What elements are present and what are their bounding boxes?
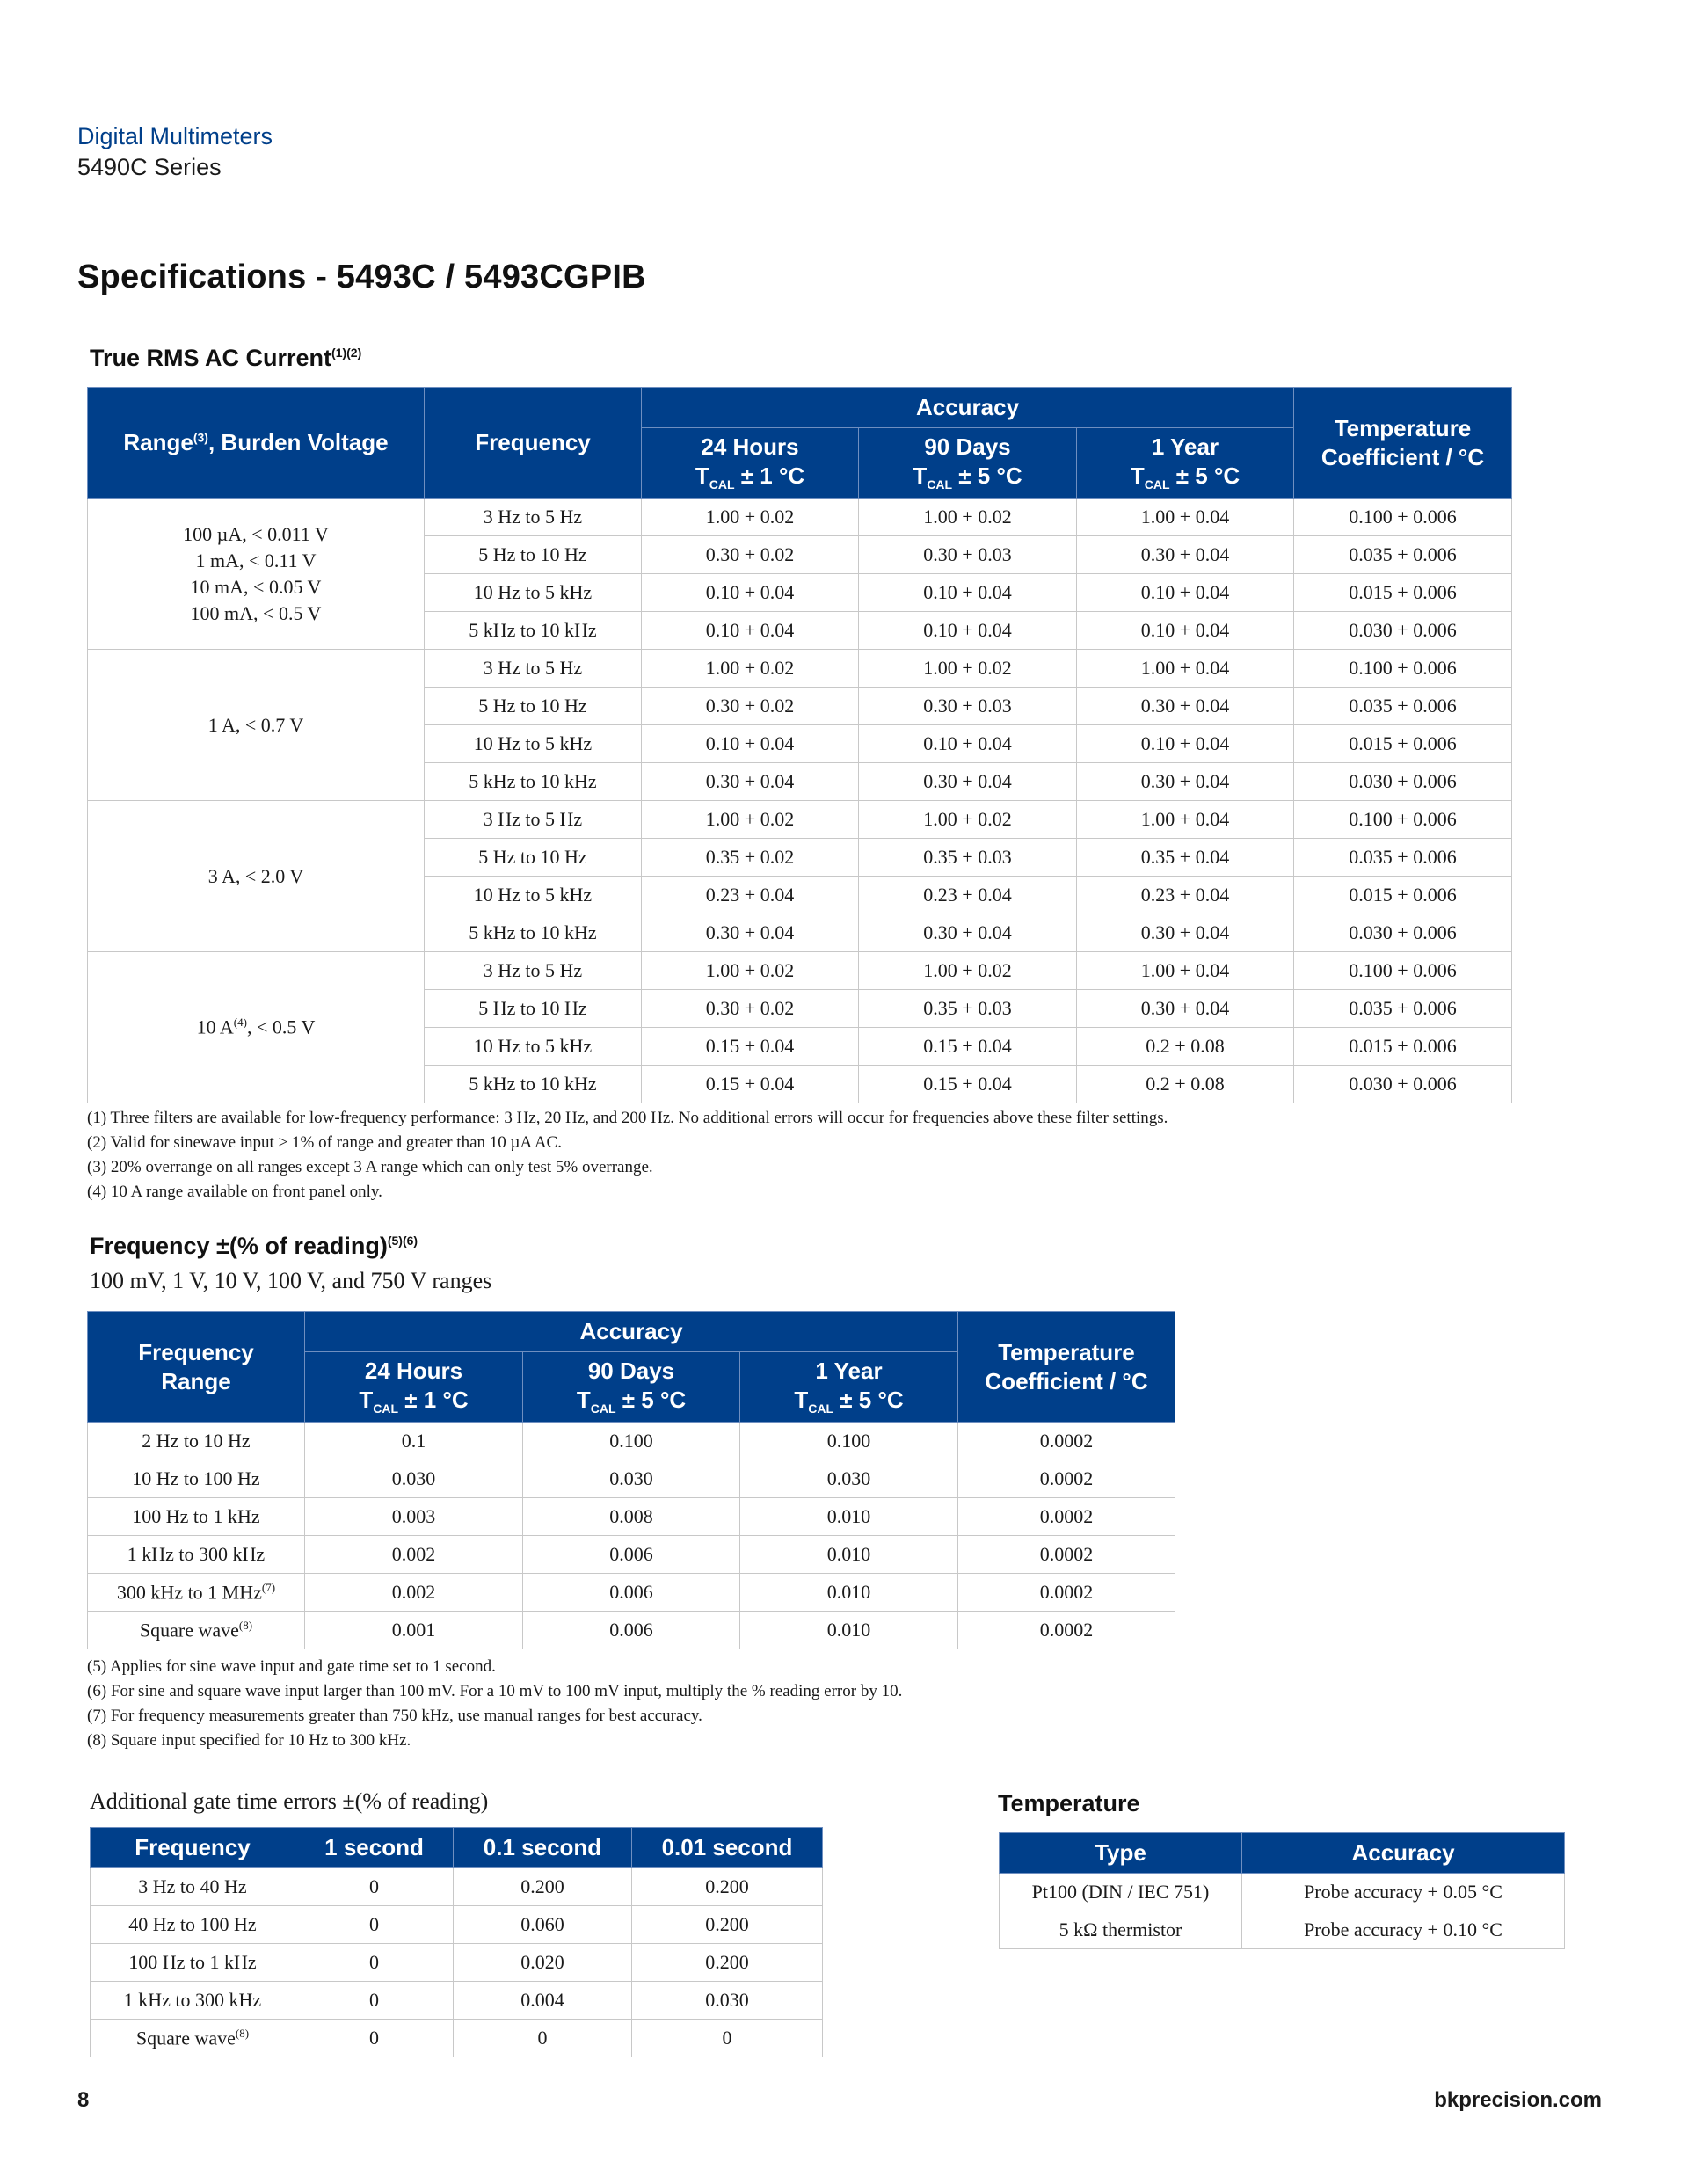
col-header-frequency-range <box>88 1312 305 1423</box>
value-cell: 0.006 <box>523 1574 740 1612</box>
value-cell: 0 <box>454 2020 632 2057</box>
table-row <box>88 952 1512 990</box>
value-cell: 1.00 + 0.02 <box>859 801 1077 839</box>
value-cell: 0.100 + 0.006 <box>1294 499 1512 536</box>
gate-frequency-label: 40 Hz to 100 Hz <box>128 1913 257 1935</box>
frequency-cell: 5 Hz to 10 Hz <box>425 839 642 877</box>
frequency-range-cell <box>88 1574 305 1612</box>
range-cell <box>88 952 425 1103</box>
gate-time-table <box>90 1827 823 2057</box>
col-header-1-year <box>1077 428 1294 499</box>
temp-coeff-line2: Coefficient / °C <box>1321 443 1485 470</box>
value-cell: 0.200 <box>632 1868 823 1906</box>
value-cell: 0.020 <box>454 1944 632 1982</box>
header-subtitle: 5490C Series <box>77 154 222 180</box>
col-header-24-hours <box>305 1352 523 1423</box>
table-row <box>88 801 1512 839</box>
value-cell: 0.35 + 0.03 <box>859 839 1077 877</box>
value-cell: 0.0002 <box>958 1498 1175 1536</box>
table-row <box>88 1498 1175 1536</box>
y1-label: 1 Year <box>815 1358 883 1385</box>
value-cell: 1.00 + 0.04 <box>1077 952 1294 990</box>
value-cell: 0 <box>632 2020 823 2057</box>
value-cell: 0 <box>295 1982 454 2020</box>
range-text-rest: , < 0.5 V <box>246 1016 316 1038</box>
col-header-90-days <box>859 428 1077 499</box>
frequency-cell: 10 Hz to 5 kHz <box>425 1028 642 1066</box>
value-cell: 0.10 + 0.04 <box>859 725 1077 763</box>
value-cell: 0.10 + 0.04 <box>1077 574 1294 612</box>
value-cell: 1.00 + 0.04 <box>1077 801 1294 839</box>
value-cell: 0.0002 <box>958 1612 1175 1649</box>
tcal-sub: CAL <box>373 1401 399 1416</box>
value-cell: 0.015 + 0.006 <box>1294 1028 1512 1066</box>
frequency-range-sup: (8) <box>238 1618 253 1632</box>
value-cell: 0.30 + 0.04 <box>642 914 859 952</box>
table-row <box>1000 1874 1565 1911</box>
frequency-range-label: 1 kHz to 300 kHz <box>127 1543 266 1565</box>
type-cell: Pt100 (DIN / IEC 751) <box>1000 1874 1242 1911</box>
value-cell: 0.100 <box>523 1423 740 1460</box>
frequency-cell: 3 Hz to 5 Hz <box>425 952 642 990</box>
tcal-t: T <box>1130 462 1145 489</box>
value-cell: 0.001 <box>305 1612 523 1649</box>
value-cell: 1.00 + 0.02 <box>642 499 859 536</box>
tcal-t: T <box>695 462 709 489</box>
value-cell: 0 <box>295 1868 454 1906</box>
value-cell: 0.30 + 0.04 <box>859 763 1077 801</box>
value-cell: 0.030 + 0.006 <box>1294 914 1512 952</box>
value-cell: 0.003 <box>305 1498 523 1536</box>
ac-current-title-text: True RMS AC Current <box>90 345 332 371</box>
frequency-range-cell <box>88 1612 305 1649</box>
frequency-range-cell <box>88 1498 305 1536</box>
col-header: Accuracy <box>1242 1833 1565 1874</box>
h24-tcal <box>642 462 858 493</box>
value-cell: 0.15 + 0.04 <box>642 1066 859 1103</box>
table-row <box>91 1982 823 2020</box>
value-cell: 0.0002 <box>958 1460 1175 1498</box>
gate-frequency-cell <box>91 1982 295 2020</box>
table-row <box>91 1868 823 1906</box>
frequency-range-label: 10 Hz to 100 Hz <box>132 1467 260 1489</box>
col-header-range <box>88 388 425 499</box>
value-cell: 0.030 + 0.006 <box>1294 1066 1512 1103</box>
ac-current-notes <box>87 1106 1168 1205</box>
ac-current-title <box>90 345 361 372</box>
range-line: 100 µA, < 0.011 V <box>183 522 329 545</box>
value-cell: 0.23 + 0.04 <box>859 877 1077 914</box>
frequency-cell: 5 Hz to 10 Hz <box>425 990 642 1028</box>
value-cell: 1.00 + 0.04 <box>1077 499 1294 536</box>
col-header: Type <box>1000 1833 1242 1874</box>
temp-coeff-line1: Temperature <box>1334 415 1472 441</box>
value-cell: 0.030 <box>632 1982 823 2020</box>
table-row <box>1000 1911 1565 1949</box>
range-text: 10 A <box>196 1016 234 1038</box>
range-line: 1 mA, < 0.11 V <box>195 549 316 571</box>
value-cell: 0.10 + 0.04 <box>1077 725 1294 763</box>
col-header-frequency: Frequency <box>425 388 642 499</box>
value-cell: 0.30 + 0.04 <box>1077 763 1294 801</box>
value-cell: 0.30 + 0.03 <box>859 688 1077 725</box>
frequency-range-label: Square wave <box>139 1619 239 1642</box>
value-cell: 0.002 <box>305 1574 523 1612</box>
frequency-cell: 5 kHz to 10 kHz <box>425 763 642 801</box>
frequency-cell: 3 Hz to 5 Hz <box>425 801 642 839</box>
value-cell: 0.23 + 0.04 <box>1077 877 1294 914</box>
table-row <box>88 1612 1175 1649</box>
value-cell: 0.035 + 0.006 <box>1294 990 1512 1028</box>
value-cell: 1.00 + 0.02 <box>642 650 859 688</box>
col-header-24-hours <box>642 428 859 499</box>
frequency-title-text: Frequency ±(% of reading) <box>90 1233 388 1259</box>
frequency-range-label: 100 Hz to 1 kHz <box>132 1505 260 1527</box>
value-cell: 0.30 + 0.04 <box>859 914 1077 952</box>
value-cell: 0.002 <box>305 1536 523 1574</box>
value-cell: 0.2 + 0.08 <box>1077 1066 1294 1103</box>
value-cell: 0.0002 <box>958 1574 1175 1612</box>
frequency-title-sup: (5)(6) <box>387 1234 418 1248</box>
gate-frequency-label: 1 kHz to 300 kHz <box>123 1989 262 2011</box>
value-cell: 0.060 <box>454 1906 632 1944</box>
frequency-cell: 5 Hz to 10 Hz <box>425 536 642 574</box>
range-line: 3 A, < 2.0 V <box>207 864 304 887</box>
value-cell: 0.006 <box>523 1536 740 1574</box>
table-row <box>88 1574 1175 1612</box>
d90-label: 90 Days <box>587 1358 675 1385</box>
value-cell: 0.35 + 0.02 <box>642 839 859 877</box>
value-cell: 0.10 + 0.04 <box>1077 612 1294 650</box>
value-cell: 0.23 + 0.04 <box>642 877 859 914</box>
value-cell: 0.10 + 0.04 <box>642 612 859 650</box>
freq-range-line2: Range <box>161 1367 231 1394</box>
table-row <box>88 499 1512 536</box>
value-cell: 0.035 + 0.006 <box>1294 688 1512 725</box>
value-cell: 0.100 + 0.006 <box>1294 801 1512 839</box>
value-cell: 0.015 + 0.006 <box>1294 574 1512 612</box>
tcal-t: T <box>794 1386 809 1413</box>
freq-range-line1: Frequency <box>138 1339 254 1365</box>
value-cell: 0.030 + 0.006 <box>1294 763 1512 801</box>
frequency-range-label: 300 kHz to 1 MHz <box>116 1581 262 1604</box>
gate-frequency-cell <box>91 1868 295 1906</box>
value-cell: 0.015 + 0.006 <box>1294 725 1512 763</box>
gate-frequency-cell <box>91 1944 295 1982</box>
footnote: (6) For sine and square wave input larger than 100 mV. For a 10 mV to 100 mV input, multiply the % reading error by 10. <box>87 1682 903 1700</box>
h24-label: 24 Hours <box>364 1358 463 1385</box>
tcal-tol: ± 1 °C <box>398 1386 469 1413</box>
value-cell: 0.030 <box>740 1460 958 1498</box>
d90-label: 90 Days <box>924 433 1011 461</box>
frequency-cell: 3 Hz to 5 Hz <box>425 650 642 688</box>
value-cell: 0.0002 <box>958 1423 1175 1460</box>
header-title: Digital Multimeters <box>77 123 273 149</box>
frequency-range-label: 2 Hz to 10 Hz <box>142 1430 251 1452</box>
tcal-tol: ± 5 °C <box>615 1386 687 1413</box>
tcal-tol: ± 1 °C <box>734 462 805 489</box>
value-cell: 0.015 + 0.006 <box>1294 877 1512 914</box>
table-row <box>88 1423 1175 1460</box>
frequency-cell: 10 Hz to 5 kHz <box>425 574 642 612</box>
page-number: 8 <box>77 2088 90 2112</box>
footnote: (2) Valid for sinewave input > 1% of range and greater than 10 µA AC. <box>87 1133 562 1152</box>
value-cell: 0.10 + 0.04 <box>642 725 859 763</box>
tcal-tol: ± 5 °C <box>952 462 1022 489</box>
value-cell: 0.004 <box>454 1982 632 2020</box>
gate-title: Additional gate time errors ±(% of reading) <box>90 1788 489 1814</box>
frequency-range-cell <box>88 1423 305 1460</box>
temp-coeff-line1: Temperature <box>998 1339 1135 1365</box>
h24-tcal <box>305 1386 522 1417</box>
value-cell: 0.10 + 0.04 <box>859 612 1077 650</box>
col-header-temp-coeff <box>1294 388 1512 499</box>
table-row <box>91 2020 823 2057</box>
footnote: (8) Square input specified for 10 Hz to 300 kHz. <box>87 1731 411 1750</box>
col-header: Frequency <box>91 1828 295 1868</box>
value-cell: 1.00 + 0.02 <box>859 650 1077 688</box>
col-header-90-days <box>523 1352 740 1423</box>
value-cell: 0.035 + 0.006 <box>1294 536 1512 574</box>
col-header: 0.01 second <box>632 1828 823 1868</box>
frequency-cell: 5 kHz to 10 kHz <box>425 612 642 650</box>
tcal-sub: CAL <box>709 477 735 492</box>
range-cell <box>88 499 425 650</box>
value-cell: 0.200 <box>632 1944 823 1982</box>
col-header: 1 second <box>295 1828 454 1868</box>
table-row <box>91 1944 823 1982</box>
accuracy-cell: Probe accuracy + 0.10 °C <box>1242 1911 1565 1949</box>
gate-frequency-cell <box>91 2020 295 2057</box>
value-cell: 1.00 + 0.02 <box>642 952 859 990</box>
value-cell: 0.30 + 0.04 <box>642 763 859 801</box>
col-header-accuracy: Accuracy <box>305 1312 958 1352</box>
tcal-tol: ± 5 °C <box>1169 462 1241 489</box>
table-row <box>88 650 1512 688</box>
tcal-sub: CAL <box>927 477 953 492</box>
value-cell: 0.030 + 0.006 <box>1294 612 1512 650</box>
footnote: (7) For frequency measurements greater than 750 kHz, use manual ranges for best accuracy. <box>87 1707 702 1725</box>
value-cell: 0.30 + 0.04 <box>1077 688 1294 725</box>
frequency-subtitle: 100 mV, 1 V, 10 V, 100 V, and 750 V ranges <box>90 1268 492 1293</box>
value-cell: 0.200 <box>632 1906 823 1944</box>
value-cell: 0 <box>295 1944 454 1982</box>
col-header-1-year <box>740 1352 958 1423</box>
frequency-cell: 3 Hz to 5 Hz <box>425 499 642 536</box>
tcal-t: T <box>913 462 928 489</box>
value-cell: 0.006 <box>523 1612 740 1649</box>
col-header: 0.1 second <box>454 1828 632 1868</box>
range-header-rest: , Burden Voltage <box>207 429 389 456</box>
value-cell: 0.010 <box>740 1498 958 1536</box>
h24-label: 24 Hours <box>701 433 799 461</box>
value-cell: 0.35 + 0.03 <box>859 990 1077 1028</box>
ac-current-title-sup: (1)(2) <box>331 346 362 360</box>
tcal-t: T <box>359 1386 374 1413</box>
value-cell: 0.100 + 0.006 <box>1294 952 1512 990</box>
frequency-cell: 10 Hz to 5 kHz <box>425 877 642 914</box>
frequency-cell: 5 Hz to 10 Hz <box>425 688 642 725</box>
footer-url: bkprecision.com <box>1434 2088 1602 2112</box>
value-cell: 1.00 + 0.02 <box>859 499 1077 536</box>
frequency-range-cell <box>88 1536 305 1574</box>
value-cell: 0 <box>295 1906 454 1944</box>
frequency-notes <box>87 1655 902 1753</box>
ac-current-table <box>87 387 1512 1103</box>
gate-frequency-label: Square wave <box>135 2027 236 2049</box>
col-header-accuracy: Accuracy <box>642 388 1294 428</box>
range-cell <box>88 801 425 952</box>
value-cell: 0.15 + 0.04 <box>859 1028 1077 1066</box>
value-cell: 0.100 <box>740 1423 958 1460</box>
tcal-sub: CAL <box>590 1401 616 1416</box>
frequency-cell: 10 Hz to 5 kHz <box>425 725 642 763</box>
range-sup: (4) <box>233 1016 247 1030</box>
value-cell: 0.035 + 0.006 <box>1294 839 1512 877</box>
value-cell: 1.00 + 0.02 <box>642 801 859 839</box>
frequency-range-cell <box>88 1460 305 1498</box>
tcal-t: T <box>576 1386 591 1413</box>
range-cell <box>88 650 425 801</box>
value-cell: 0.30 + 0.02 <box>642 536 859 574</box>
range-header-text: Range <box>123 429 193 456</box>
value-cell: 0.200 <box>454 1868 632 1906</box>
value-cell: 0.010 <box>740 1612 958 1649</box>
value-cell: 0.30 + 0.03 <box>859 536 1077 574</box>
table-row <box>88 1460 1175 1498</box>
value-cell: 0.010 <box>740 1574 958 1612</box>
value-cell: 0.15 + 0.04 <box>642 1028 859 1066</box>
gate-frequency-sup: (8) <box>235 2026 250 2040</box>
footnote: (1) Three filters are available for low-frequency performance: 3 Hz, 20 Hz, and 200 Hz. No additional errors will occur for frequencies above these filter settings. <box>87 1109 1168 1127</box>
value-cell: 0.030 <box>305 1460 523 1498</box>
range-header-sup: (3) <box>193 430 208 445</box>
footnote: (4) 10 A range available on front panel only. <box>87 1183 382 1201</box>
value-cell: 0.30 + 0.02 <box>642 990 859 1028</box>
value-cell: 1.00 + 0.04 <box>1077 650 1294 688</box>
range-line: 10 mA, < 0.05 V <box>190 575 322 598</box>
gate-frequency-label: 100 Hz to 1 kHz <box>128 1951 257 1973</box>
temp-coeff-line2: Coefficient / °C <box>985 1367 1148 1394</box>
footnote: (3) 20% overrange on all ranges except 3 A range which can only test 5% overrange. <box>87 1158 653 1176</box>
value-cell: 0.030 <box>523 1460 740 1498</box>
temperature-title: Temperature <box>998 1790 1140 1816</box>
frequency-table <box>87 1311 1175 1649</box>
value-cell: 0.0002 <box>958 1536 1175 1574</box>
table-row <box>91 1906 823 1944</box>
value-cell: 1.00 + 0.02 <box>859 952 1077 990</box>
value-cell: 0.30 + 0.02 <box>642 688 859 725</box>
value-cell: 0.100 + 0.006 <box>1294 650 1512 688</box>
page-title: Specifications - 5493C / 5493CGPIB <box>77 258 646 295</box>
range-line: 1 A, < 0.7 V <box>207 713 304 736</box>
value-cell: 0.10 + 0.04 <box>859 574 1077 612</box>
frequency-range-sup: (7) <box>261 1580 276 1594</box>
d90-tcal <box>859 462 1076 493</box>
value-cell: 0.30 + 0.04 <box>1077 990 1294 1028</box>
value-cell: 0.2 + 0.08 <box>1077 1028 1294 1066</box>
value-cell: 0 <box>295 2020 454 2057</box>
value-cell: 0.10 + 0.04 <box>642 574 859 612</box>
frequency-cell: 5 kHz to 10 kHz <box>425 914 642 952</box>
gate-frequency-cell <box>91 1906 295 1944</box>
value-cell: 0.010 <box>740 1536 958 1574</box>
gate-frequency-label: 3 Hz to 40 Hz <box>138 1875 247 1897</box>
frequency-title <box>90 1233 418 1260</box>
col-header-temp-coeff <box>958 1312 1175 1423</box>
accuracy-cell: Probe accuracy + 0.05 °C <box>1242 1874 1565 1911</box>
value-cell: 0.35 + 0.04 <box>1077 839 1294 877</box>
value-cell: 0.30 + 0.04 <box>1077 536 1294 574</box>
table-row <box>88 1536 1175 1574</box>
value-cell: 0.15 + 0.04 <box>859 1066 1077 1103</box>
y1-tcal <box>740 1386 957 1417</box>
tcal-tol: ± 5 °C <box>833 1386 904 1413</box>
footnote: (5) Applies for sine wave input and gate time set to 1 second. <box>87 1657 496 1676</box>
y1-label: 1 Year <box>1151 433 1219 461</box>
value-cell: 0.30 + 0.04 <box>1077 914 1294 952</box>
y1-tcal <box>1077 462 1293 493</box>
tcal-sub: CAL <box>808 1401 834 1416</box>
temperature-table <box>999 1832 1565 1949</box>
value-cell: 0.1 <box>305 1423 523 1460</box>
value-cell: 0.008 <box>523 1498 740 1536</box>
tcal-sub: CAL <box>1144 477 1170 492</box>
type-cell: 5 kΩ thermistor <box>1000 1911 1242 1949</box>
frequency-cell: 5 kHz to 10 kHz <box>425 1066 642 1103</box>
range-line: 100 mA, < 0.5 V <box>190 601 322 624</box>
d90-tcal <box>523 1386 739 1417</box>
